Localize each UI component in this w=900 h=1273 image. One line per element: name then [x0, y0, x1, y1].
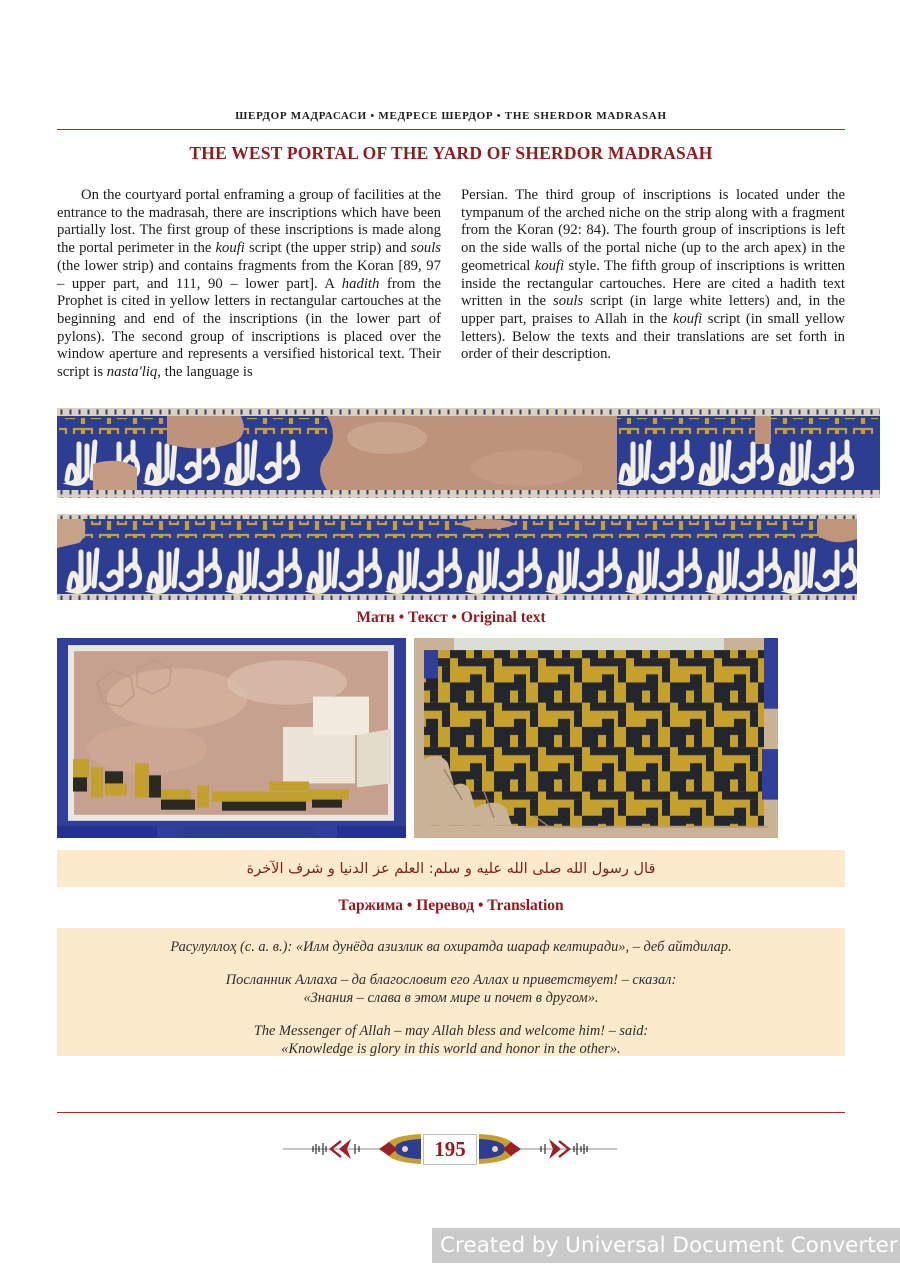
photo-row — [57, 638, 845, 838]
paragraph-left: On the courtyard portal enframing a group of facilities at the entrance to the madrasah, there are inscriptions which have been partially lost. The first group of these inscriptions is made along the portal perimeter in the koufi script (the upper strip) and souls (the lower strip) and contains fragments from the Koran [89, 97 – upper part, and 111, 90 – lower part]. A hadith from the Prophet is cited in yellow letters in rectangular cartouches at the beginning and end of the inscriptions (in the lower part of pylons). The second group of inscriptions is placed over the window aperture and represents a versified historical text. Their script is nasta'liq, the language is — [57, 187, 442, 381]
translation-russian-line2: «Знания – слава в этом мире и почет в другом». — [303, 990, 599, 1006]
inscription-strip-photo-1 — [57, 408, 880, 498]
translation-russian-line1: Посланник Аллаха – да благословит его Аллах и приветствует! – сказал: — [225, 972, 677, 988]
section-heading-original: Матн • Текст • Original text — [356, 609, 546, 626]
page-ornament-right-icon — [479, 1132, 617, 1166]
translation-uzbek: Расулуллоҳ (с. а. в.): «Илм дунёда азизлик ва охиратда шараф келтиради», – деб айтдилар. — [170, 939, 732, 955]
article-body — [57, 187, 845, 382]
section-heading-translation: Таржима • Перевод • Translation — [338, 897, 564, 914]
arabic-quote-text: قال رسول الله صلى الله عليه و سلم: العلم عز الدنيا و شرف الآخرة — [246, 860, 656, 877]
text-column-left — [57, 187, 441, 382]
text-column-right — [461, 187, 845, 382]
footer-rule — [57, 1112, 845, 1113]
translation-band — [57, 928, 845, 1056]
page-number: 195 — [423, 1134, 477, 1165]
translation-english-line2: «Knowledge is glory in this world and honor in the other». — [281, 1041, 621, 1057]
running-header: ШЕРДОР МАДРАСАСИ • МЕДРЕСЕ ШЕРДОР • THE SHERDOR MADRASAH — [235, 110, 667, 122]
photo-damaged-panel — [57, 638, 406, 838]
watermark: Created by Universal Document Converter — [432, 1228, 900, 1263]
page-number-row — [0, 1130, 900, 1168]
translation-english-line1: The Messenger of Allah – may Allah bless and welcome him! – said: — [253, 1023, 649, 1039]
page-ornament-left-icon — [283, 1132, 421, 1166]
arabic-quote-band — [57, 850, 845, 887]
inscription-strip-photo-2 — [57, 514, 857, 600]
paragraph-right: Persian. The third group of inscriptions is located under the tympanum of the arched niche on the strip along with a fragment from the Koran (92: 84). The fourth group of inscriptions is left on the side walls of the portal niche (up to the arch apex) in the geometrical koufi style. The fifth group of inscriptions is written inside the rectangular cartouches. Here are cited a hadith text written in the souls script (in large white letters) and, in the upper part, praises to Allah in the koufi script (in small yellow letters). Below the texts and their translations are set forth in order of their description. — [461, 187, 845, 363]
photo-kufic-mosaic — [414, 638, 778, 838]
page-title: THE WEST PORTAL OF THE YARD OF SHERDOR MADRASAH — [189, 143, 713, 163]
header-rule — [57, 129, 845, 130]
